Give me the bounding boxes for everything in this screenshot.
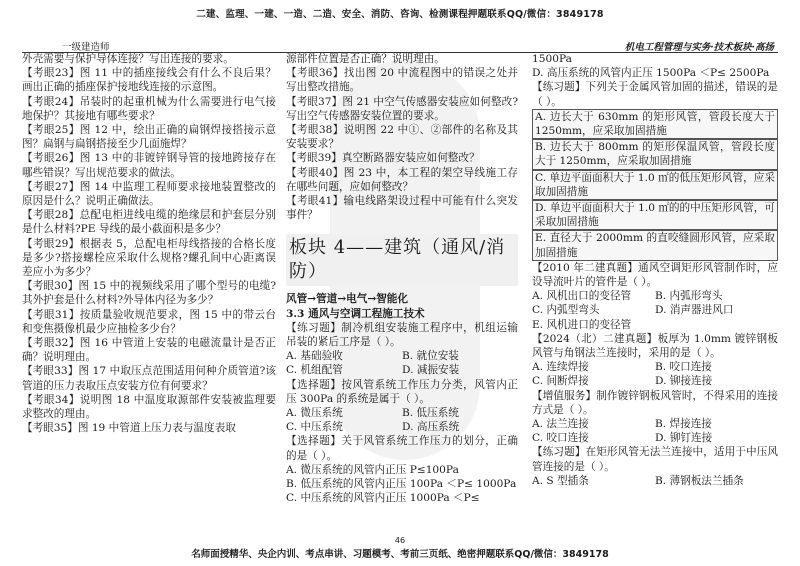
- options-row: A. S 型插条 B. 薄钢板法兰插条: [532, 474, 744, 487]
- options-row: A. 法兰连接 B. 焊接连接: [532, 418, 712, 431]
- option: D. 单边平面面积大于 1.0 ㎡的的中压矩形风管，可采取加固措施: [532, 200, 778, 230]
- option: A. 微压系统的风管内正压 P≤100Pa: [286, 463, 459, 476]
- question-item: 【选择题】关于风管系统工作压力的划分，正确的是（ ）。: [286, 435, 519, 462]
- option: A. 边长大于 630mm 的矩形风管，管段长度大于 1250mm，应采取加固措施: [532, 109, 778, 139]
- column-2: [286, 52, 518, 505]
- question-item: 【练习题】制冷机组安装施工程序中，机组运输吊装的紧后工序是（ ）。: [286, 321, 519, 349]
- paragraph: 1500Pa: [532, 53, 572, 65]
- top-banner: 二建、监理、一建、一造、二造、安全、消防、咨询、检测课程押题联系QQ/微信：3849178: [196, 9, 604, 20]
- option: E. 风机进口的变径管: [532, 318, 632, 331]
- question-item: 【考眼33】图 17 中取压点范围适用何种介质管道?该管道的压力表取压点安装方位有何要求？: [22, 365, 277, 392]
- question-item: 【考眼38】说明图 22 中①、②部件的名称及其安装要求？: [286, 124, 519, 151]
- footer-banner: 名师面授精华、央企内训、考点串讲、习题模考、考前三页纸、绝密押题联系QQ/微信：3849178: [191, 549, 609, 560]
- question-item: 【考眼28】总配电柜进线电缆的绝缘层和护套层分别是什么材料?PE 导线的最小截面积是多少？: [22, 209, 277, 236]
- question-item: 【考眼27】图 14 中监理工程师要求接地装置整改的原因是什么？说明正确做法。: [22, 180, 277, 208]
- options-row: C. 间断焊接 D. 铆接连接: [532, 375, 713, 388]
- page-header: [22, 38, 778, 53]
- option: C. 单边平面面积大于 1.0 ㎡的低压矩形风管，应采取加固措施: [532, 170, 778, 200]
- question-item: 【练习题】下列关于金属风管加固的描述，错误的是（ ）。: [532, 81, 779, 108]
- subtitle-section: 3.3 通风与空调工程施工技术: [286, 307, 425, 320]
- question-item: 【考眼36】找出图 20 中流程图中的错误之处并写出整改措施。: [286, 67, 519, 94]
- question-item: 【考眼23】图 11 中的插座接线会有什么不良后果？画出正确的插座保护接地线连接的示意图。: [22, 67, 277, 94]
- options-row: C. 中压系统 D. 高压系统: [286, 421, 460, 434]
- question-item: 【考眼30】图 15 中的视频线采用了哪个型号的电缆?其外护套是什么材料?外导体内径为多少？: [22, 280, 277, 307]
- options-row: A. 基础验收 B. 就位安装: [286, 350, 459, 363]
- question-item: 【考眼39】真空断路器安装应如何整改？: [286, 152, 480, 165]
- question-item: 【考眼34】说明图 18 中温度取源部件安装被监理要求整改的理由。: [22, 393, 277, 421]
- question-item: 【考眼25】图 12 中，绘出正确的扁钢焊接搭接示意图？扁钢与扁钢搭接至少几面施焊？: [22, 124, 277, 151]
- question-item: 【考眼35】图 19 中管道上压力表与温度表取: [22, 422, 236, 435]
- question-item: 【2024（北）二建真题】板厚为 1.0mm 镀锌钢板风管与角钢法兰连接时，采用的是（ ）。: [532, 332, 778, 360]
- question-item: 【增值服务】制作镀锌钢板风管时，不得采用的连接方式是（ ）。: [532, 389, 779, 416]
- options-row: C. 机组配管 D. 减振安装: [286, 364, 460, 377]
- subtitle-flow: 风管→管道→电气→智能化: [286, 293, 408, 306]
- question-item: 【选择题】按风管系统工作压力分类，风管内正压 300Pa 的系统是属于（ ）。: [286, 378, 519, 405]
- option: D. 高压系统的风管内正压 1500Pa ＜P≤ 2500Pa: [532, 67, 770, 80]
- column-1: [22, 52, 276, 435]
- header-left: 一级建造师: [62, 42, 110, 53]
- question-item: 【考眼24】吊装时的起重机械为什么需要进行电气接地保护？其接地有哪些要求？: [22, 95, 277, 122]
- section-title: 板块 4——建筑（通风/消防）: [286, 234, 518, 286]
- options-row: A. 微压系统 B. 低压系统: [286, 407, 459, 420]
- option: B. 边长大于 800mm 的矩形保温风管，管段长度大于 1250mm，应采取加固措施: [532, 139, 778, 169]
- paragraph: 外壳需要与保护导体连接？写出连接的要求。: [22, 53, 234, 65]
- question-item: 【考眼41】输电线路架设过程中可能有什么突发事件？: [286, 195, 519, 222]
- question-item: 【考眼32】图 16 中管道上安装的电磁流量计是否正确？说明理由。: [22, 337, 277, 364]
- question-item: 【练习题】在矩形风管无法兰连接中，适用于中压风管连接的是（ ）。: [532, 446, 779, 473]
- options-row: A. 连续焊接 B. 咬口连接: [532, 361, 712, 374]
- options-row: C. 内弧型弯头 D. 消声器进风口: [532, 304, 734, 317]
- question-item: 【考眼29】根据表 5，总配电柜母线搭接的合格长度是多少?搭接螺栓应采取什么规格?螺孔间中心距离误差应小为多少？: [22, 237, 277, 279]
- question-item: 【考眼40】图 23 中，本工程的架空导线施工存在哪些问题，应如何整改？: [286, 166, 519, 193]
- paragraph: 源部件位置是否正确？说明理由。: [286, 53, 445, 65]
- question-item: 【考眼26】图 13 中的非镀锌钢导管的接地跨接存在哪些错误？写出规范要求的做法。: [22, 152, 277, 179]
- question-item: 【2010 年二建真题】通风空调矩形风管制作时，应设导流叶片的管件是（ ）。: [532, 261, 779, 289]
- question-item: 【考眼31】按质量验收规范要求，图 15 中的带云台和变焦摄像机最少应抽检多少台？: [22, 308, 277, 335]
- option: C. 中压系统的风管内正压 1000Pa ＜P≤: [286, 492, 480, 505]
- column-3: [532, 52, 778, 488]
- options-row: A. 风机出口的变径管 B. 内弧形弯头: [532, 290, 723, 303]
- header-right: 机电工程管理与实务·技术板块·高扬: [624, 42, 774, 53]
- option: E. 直径大于 2000mm 的直咬缝圆形风管，应采取加固措施: [532, 230, 778, 260]
- options-row: C. 咬口连接 D. 铆钉连接: [532, 432, 713, 445]
- question-item: 【考眼37】图 21 中空气传感器安装应如何整改?写出空气传感器安装位置的要求。: [286, 95, 518, 122]
- page-number: 46: [394, 536, 406, 545]
- option: B. 低压系统的风管内正压 100Pa ＜P≤ 1000Pa: [286, 478, 517, 491]
